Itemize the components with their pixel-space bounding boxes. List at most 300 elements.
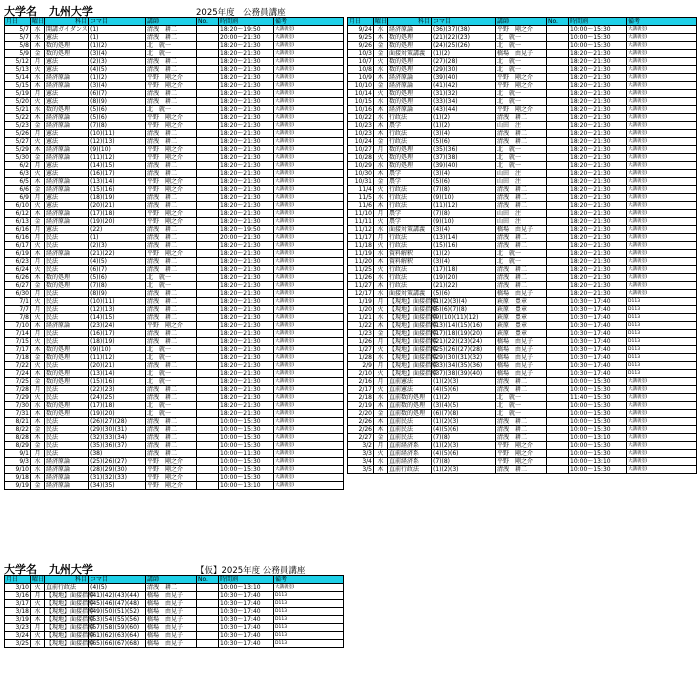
cell-koma: (18)(19): [89, 194, 146, 202]
cell-time: 18:20～21:30: [219, 266, 274, 274]
cell-date: 1/28: [348, 354, 374, 362]
table-row: [5, 274, 344, 282]
schedule-table-bottom: [4, 575, 344, 648]
cell-no: [547, 114, 569, 122]
cell-note: 大講義室Ⅰ: [274, 50, 344, 58]
cell-teacher: 清洩 耕二: [146, 90, 197, 98]
cell-subject: 行政法: [388, 274, 432, 282]
cell-note: D113: [274, 616, 344, 624]
cell-koma: (17)(18): [89, 402, 146, 410]
cell-date: 10/10: [348, 82, 374, 90]
table-row: [5, 242, 344, 250]
cell-koma: (5)(6)(7)(8): [432, 306, 496, 314]
cell-note: 大講義室Ⅰ: [627, 178, 697, 186]
cell-date: 9/19: [5, 482, 31, 490]
cell-teacher: 北 就一: [496, 410, 547, 418]
table-row: [5, 258, 344, 266]
table-row: [348, 130, 697, 138]
cell-koma: (19)(20): [89, 218, 146, 226]
cell-date: 5/7: [5, 34, 31, 42]
table-row: [348, 338, 697, 346]
cell-time: 18:20～21:30: [219, 370, 274, 378]
cell-subject: 行政法: [388, 282, 432, 290]
cell-subject: 数的処理: [388, 66, 432, 74]
cell-koma: (1)(2)(3)(4): [432, 298, 496, 306]
table-row: [348, 154, 697, 162]
cell-dow: 水: [374, 98, 388, 106]
cell-date: 5/8: [5, 42, 31, 50]
cell-note: 大講義室Ⅰ: [274, 34, 344, 42]
cell-time: 18:20～21:30: [219, 178, 274, 186]
table-row: [348, 274, 697, 282]
cell-date: 8/22: [5, 426, 31, 434]
cell-date: 3/17: [5, 600, 31, 608]
cell-no: [197, 608, 219, 616]
cell-subject: 数的処理: [45, 42, 89, 50]
table-row: [348, 362, 697, 370]
cell-subject: 農学: [388, 178, 432, 186]
cell-note: 大講義室Ⅰ: [274, 354, 344, 362]
table-row: [5, 314, 344, 322]
cell-teacher: 清洩 耕二: [146, 298, 197, 306]
cell-time: 18:20～21:30: [569, 66, 627, 74]
cell-subject: 数的処理: [388, 90, 432, 98]
table-row: [348, 290, 697, 298]
cell-subject: 直前民法: [388, 418, 432, 426]
cell-subject: 行政法: [388, 114, 432, 122]
table-row: [348, 298, 697, 306]
cell-subject: 【現地】面接指導: [389, 338, 438, 345]
cell-dow: 月: [374, 362, 388, 370]
cell-no: [547, 370, 569, 378]
table-row: [5, 114, 344, 122]
cell-koma: (49)(50)(51)(52): [89, 608, 146, 616]
cell-teacher: 北 就一: [146, 282, 197, 290]
cell-teacher: 清洩 耕二: [496, 194, 547, 202]
cell-dow: 月: [31, 58, 45, 66]
table-header-row: [5, 18, 344, 26]
cell-subject: 民法: [45, 418, 89, 426]
cell-note: 大講義室Ⅰ: [627, 162, 697, 170]
cell-koma: (24)(25): [89, 394, 146, 402]
cell-subject: 直前経済系: [388, 442, 432, 450]
cell-subject: 数的処理: [45, 410, 89, 418]
cell-note: 大講義室Ⅰ: [627, 426, 697, 434]
cell-teacher: 橋場 由見子: [496, 354, 547, 362]
cell-koma: (16)(17): [89, 330, 146, 338]
cell-koma: (20)(21): [89, 362, 146, 370]
cell-teacher: 橋場 由見子: [496, 50, 547, 58]
cell-time: 18:20～21:30: [219, 202, 274, 210]
cell-note: 大講義室Ⅰ: [274, 338, 344, 346]
cell-no: [197, 234, 219, 242]
cell-date: 2/9: [348, 362, 374, 370]
cell-no: [197, 58, 219, 66]
cell-subject: 民法: [45, 362, 89, 370]
cell-subject: 民法: [45, 306, 89, 314]
table-row: [5, 624, 344, 632]
cell-note: 大講義室Ⅰ: [627, 458, 697, 466]
cell-dow: 金: [374, 82, 388, 90]
cell-dow: 月: [31, 330, 45, 338]
cell-time: 10:00～15:30: [219, 426, 274, 434]
cell-dow: 木: [31, 370, 45, 378]
cell-teacher: 橋場 由見子: [496, 226, 547, 234]
cell-note: 大講義室Ⅰ: [274, 186, 344, 194]
cell-dow: 火: [31, 338, 45, 346]
cell-time: 18:20～21:30: [219, 58, 274, 66]
cell-date: 6/24: [5, 266, 31, 274]
cell-no: [197, 122, 219, 130]
cell-subject: 【現地】面接指導: [46, 640, 95, 647]
cell-date: 10/22: [348, 114, 374, 122]
cell-dow: 木: [31, 346, 45, 354]
cell-note: 大講義室Ⅰ: [274, 234, 344, 242]
cell-no: [197, 146, 219, 154]
cell-date: 11/20: [348, 258, 374, 266]
cell-time: 10:30～17:40: [219, 632, 274, 640]
cell-note: 大講義室Ⅰ: [627, 50, 697, 58]
cell-note: 大講義室Ⅰ: [274, 274, 344, 282]
table-row: [5, 82, 344, 90]
cell-koma: (1)(2): [432, 50, 496, 58]
cell-dow: 水: [31, 458, 45, 466]
cell-subject: 数的処理: [45, 378, 89, 386]
cell-no: [197, 138, 219, 146]
cell-koma: (25)(26)(27): [89, 458, 146, 466]
cell-no: [197, 34, 219, 42]
table-row: [5, 474, 344, 482]
table-row: [348, 90, 697, 98]
cell-teacher: 平野 剛之介: [496, 106, 547, 114]
cell-note: 大講義室Ⅰ: [627, 90, 697, 98]
cell-koma: (5)(6): [89, 106, 146, 114]
cell-dow: 月: [31, 624, 45, 632]
cell-subject: 数的処理: [45, 354, 89, 362]
cell-teacher: 平野 剛之介: [146, 322, 197, 330]
cell-teacher: 萩原 豊章: [496, 314, 547, 322]
cell-date: 8/29: [5, 442, 31, 450]
cell-dow: 火: [374, 58, 388, 66]
cell-date: 10/8: [348, 66, 374, 74]
cell-time: 18:20～21:30: [569, 218, 627, 226]
cell-date: 6/30: [5, 290, 31, 298]
cell-koma: (1)(2)(3): [432, 418, 496, 426]
cell-time: 10:30～17:40: [219, 616, 274, 624]
table-row: [348, 458, 697, 466]
cell-note: 大講義室Ⅰ: [274, 482, 344, 490]
cell-koma: (3)(4): [432, 130, 496, 138]
cell-date: 2/17: [348, 386, 374, 394]
table-row: [348, 354, 697, 362]
col-no: No.: [547, 18, 569, 26]
cell-teacher: 平野 剛之介: [146, 178, 197, 186]
cell-no: [197, 330, 219, 338]
cell-koma: (18)(19): [89, 338, 146, 346]
cell-note: 大講義室Ⅰ: [627, 402, 697, 410]
table-row: [5, 338, 344, 346]
cell-no: [197, 98, 219, 106]
cell-date: 2/18: [348, 394, 374, 402]
cell-teacher: 平野 剛之介: [146, 114, 197, 122]
cell-date: 2/20: [348, 410, 374, 418]
cell-teacher: 清洩 耕二: [146, 34, 197, 42]
cell-dow: 金: [31, 442, 45, 450]
cell-date: 7/15: [5, 338, 31, 346]
cell-note: 大講義室Ⅰ: [274, 442, 344, 450]
cell-teacher: 清洩 耕二: [146, 226, 197, 234]
cell-time: 18:20～21:30: [219, 378, 274, 386]
cell-teacher: 平野 剛之介: [496, 26, 547, 34]
cell-subject: 経済原論: [45, 210, 89, 218]
cell-note: D113: [627, 338, 697, 346]
cell-teacher: 橋場 由見子: [146, 600, 197, 608]
cell-teacher: 清洩 耕二: [146, 234, 197, 242]
table-row: [5, 600, 344, 608]
cell-dow: 月: [31, 258, 45, 266]
cell-dow: 火: [374, 370, 388, 378]
cell-subject: 憲法: [45, 90, 89, 98]
cell-teacher: 清洩 耕二: [146, 330, 197, 338]
cell-no: [547, 466, 569, 474]
cell-subject: 憲法: [45, 98, 89, 106]
table-row: [348, 98, 697, 106]
cell-koma: (13)(14): [432, 234, 496, 242]
cell-no: [197, 250, 219, 258]
cell-dow: 火: [31, 632, 45, 640]
cell-koma: (7)(8): [432, 186, 496, 194]
cell-date: 5/14: [5, 74, 31, 82]
cell-koma: (20)(21): [89, 202, 146, 210]
cell-time: 10:00～13:10: [569, 434, 627, 442]
cell-teacher: 清洩 耕二: [146, 362, 197, 370]
cell-note: 大講義室Ⅰ: [627, 66, 697, 74]
cell-koma: (5)(6): [432, 290, 496, 298]
cell-teacher: 北 就一: [496, 90, 547, 98]
cell-dow: 木: [374, 258, 388, 266]
cell-note: 大講義室Ⅰ: [627, 138, 697, 146]
cell-date: 10/14: [348, 90, 374, 98]
cell-no: [197, 410, 219, 418]
cell-time: 18:20～21:30: [569, 266, 627, 274]
cell-subject: 経済原論: [45, 322, 89, 330]
cell-no: [547, 458, 569, 466]
table-row: [348, 378, 697, 386]
cell-date: 9/18: [5, 474, 31, 482]
cell-subject: 憲法: [45, 194, 89, 202]
cell-dow: 金: [31, 50, 45, 58]
table-row: [348, 34, 697, 42]
cell-subject: 民法: [45, 442, 89, 450]
cell-time: 10:00～15:30: [219, 434, 274, 442]
cell-time: 10:00～15:30: [219, 442, 274, 450]
cell-subject: 民法: [45, 298, 89, 306]
cell-dow: 木: [31, 146, 45, 154]
col-time: 時間割: [569, 18, 627, 26]
cell-teacher: 萩原 豊章: [496, 298, 547, 306]
cell-koma: (4)(5)(6): [432, 450, 496, 458]
cell-date: 6/16: [5, 226, 31, 234]
table-row: [5, 26, 344, 34]
table-row: [348, 250, 697, 258]
col-date: 月日: [5, 576, 31, 584]
cell-koma: (34)(35): [89, 482, 146, 490]
cell-note: 大講義室Ⅰ: [274, 584, 344, 592]
cell-date: 6/13: [5, 218, 31, 226]
cell-no: [547, 170, 569, 178]
cell-subject: 経済原論: [45, 186, 89, 194]
cell-date: 9/10: [5, 466, 31, 474]
table-row: [348, 106, 697, 114]
cell-dow: 木: [31, 474, 45, 482]
cell-time: 18:20～21:30: [569, 106, 627, 114]
cell-note: 大講義室Ⅰ: [274, 146, 344, 154]
cell-subject: 数的処理: [388, 98, 432, 106]
cell-teacher: 清洩 耕二: [496, 186, 547, 194]
cell-subject: 数的処理: [388, 162, 432, 170]
cell-no: [197, 378, 219, 386]
cell-time: 11:40～15:30: [569, 394, 627, 402]
table-row: [5, 418, 344, 426]
university-name: 九州大学: [48, 5, 93, 18]
cell-teacher: 清洩 耕二: [496, 130, 547, 138]
cell-note: 大講義室Ⅰ: [274, 410, 344, 418]
cell-dow: 火: [374, 242, 388, 250]
cell-note: D113: [274, 632, 344, 640]
cell-dow: 木: [374, 130, 388, 138]
cell-no: [547, 434, 569, 442]
cell-dow: 火: [374, 154, 388, 162]
cell-no: [547, 386, 569, 394]
cell-subject: 民法: [45, 314, 89, 322]
cell-date: 9/24: [348, 26, 374, 34]
cell-note: 大講義室Ⅰ: [274, 210, 344, 218]
table-row: [5, 186, 344, 194]
cell-no: [547, 314, 569, 322]
cell-teacher: 清洩 耕二: [146, 584, 197, 592]
table-row: [5, 640, 344, 648]
cell-koma: (10)(11): [89, 130, 146, 138]
cell-koma: (16)(17): [89, 170, 146, 178]
cell-time: 18:20～21:30: [569, 210, 627, 218]
cell-no: [197, 82, 219, 90]
cell-teacher: 橋場 由見子: [146, 608, 197, 616]
cell-subject: 民法: [45, 258, 89, 266]
table-row: [348, 402, 697, 410]
cell-no: [197, 106, 219, 114]
cell-subject: 行政法: [388, 138, 432, 146]
table-row: [348, 26, 697, 34]
cell-note: D113: [627, 314, 697, 322]
cell-subject: 経済原論: [388, 82, 432, 90]
cell-no: [547, 362, 569, 370]
cell-time: 10:00～15:30: [219, 458, 274, 466]
cell-date: 7/14: [5, 330, 31, 338]
cell-dow: 水: [31, 466, 45, 474]
cell-time: 18:20～21:30: [569, 50, 627, 58]
cell-date: 5/15: [5, 82, 31, 90]
cell-koma: (5)(6): [432, 178, 496, 186]
cell-date: 7/29: [5, 394, 31, 402]
table-row: [348, 266, 697, 274]
cell-time: 10:30～17:40: [569, 354, 627, 362]
schedule-table-left: [4, 17, 344, 490]
cell-note: 大講義室Ⅰ: [274, 42, 344, 50]
cell-date: 10/7: [348, 58, 374, 66]
table-row: [348, 330, 697, 338]
cell-date: 9/3: [5, 458, 31, 466]
cell-subject: 数的処理: [388, 34, 432, 42]
cell-subject: 【現地】面接指導: [389, 362, 438, 369]
cell-subject: 経済原論: [45, 218, 89, 226]
cell-date: 7/8: [5, 314, 31, 322]
cell-time: 18:20～21:30: [219, 162, 274, 170]
cell-note: 大講義室Ⅰ: [627, 202, 697, 210]
cell-dow: 水: [374, 162, 388, 170]
cell-subject: 憲法: [45, 34, 89, 42]
cell-time: 10:00～15:30: [569, 378, 627, 386]
schedule-table-right: [347, 17, 697, 474]
cell-dow: 水: [31, 106, 45, 114]
table-row: [5, 290, 344, 298]
cell-no: [547, 218, 569, 226]
cell-dow: 月: [374, 146, 388, 154]
cell-subject: 行政法: [388, 242, 432, 250]
cell-time: 18:20～21:30: [219, 338, 274, 346]
cell-note: 大講義室Ⅰ: [627, 154, 697, 162]
cell-note: D113: [627, 346, 697, 354]
cell-teacher: 清洩 耕二: [496, 434, 547, 442]
cell-note: D113: [627, 306, 697, 314]
cell-date: 5/21: [5, 106, 31, 114]
table-row: [5, 608, 344, 616]
cell-date: 2/10: [348, 370, 374, 378]
cell-subject: 直前数的処理: [388, 394, 432, 402]
cell-dow: 火: [31, 314, 45, 322]
cell-note: 大講義室Ⅰ: [274, 306, 344, 314]
table-row: [5, 322, 344, 330]
cell-teacher: 清洩 耕二: [146, 130, 197, 138]
cell-time: 10:30～17:40: [219, 592, 274, 600]
cell-note: 大講義室Ⅰ: [627, 58, 697, 66]
cell-teacher: 橋場 由見子: [146, 624, 197, 632]
cell-note: 大講義室Ⅰ: [627, 290, 697, 298]
cell-teacher: 平野 剛之介: [146, 122, 197, 130]
cell-koma: (29)(30)(31): [89, 426, 146, 434]
cell-koma: (1): [89, 34, 146, 42]
col-koma: コマ目: [432, 18, 496, 26]
cell-koma: (1)(2): [89, 42, 146, 50]
cell-time: 18:20～21:30: [569, 282, 627, 290]
cell-dow: 火: [374, 90, 388, 98]
cell-time: 18:20～21:30: [219, 106, 274, 114]
table-row: [5, 194, 344, 202]
cell-dow: 月: [374, 298, 388, 306]
cell-date: 11/5: [348, 194, 374, 202]
cell-koma: (31)(32): [432, 90, 496, 98]
schedule-title: 2025年度 公務員講座: [196, 8, 286, 18]
cell-note: 大講義室Ⅰ: [627, 410, 697, 418]
cell-subject: 直前民法: [388, 426, 432, 434]
cell-dow: 月: [31, 234, 45, 242]
cell-date: 2/26: [348, 418, 374, 426]
col-date: 月日: [5, 18, 31, 26]
cell-subject: 経済原論: [45, 146, 89, 154]
cell-subject: 【現地】面接指導: [389, 354, 438, 361]
cell-subject: 経済原論: [45, 458, 89, 466]
cell-koma: (8)(9): [89, 98, 146, 106]
cell-teacher: 清洩 耕二: [146, 138, 197, 146]
